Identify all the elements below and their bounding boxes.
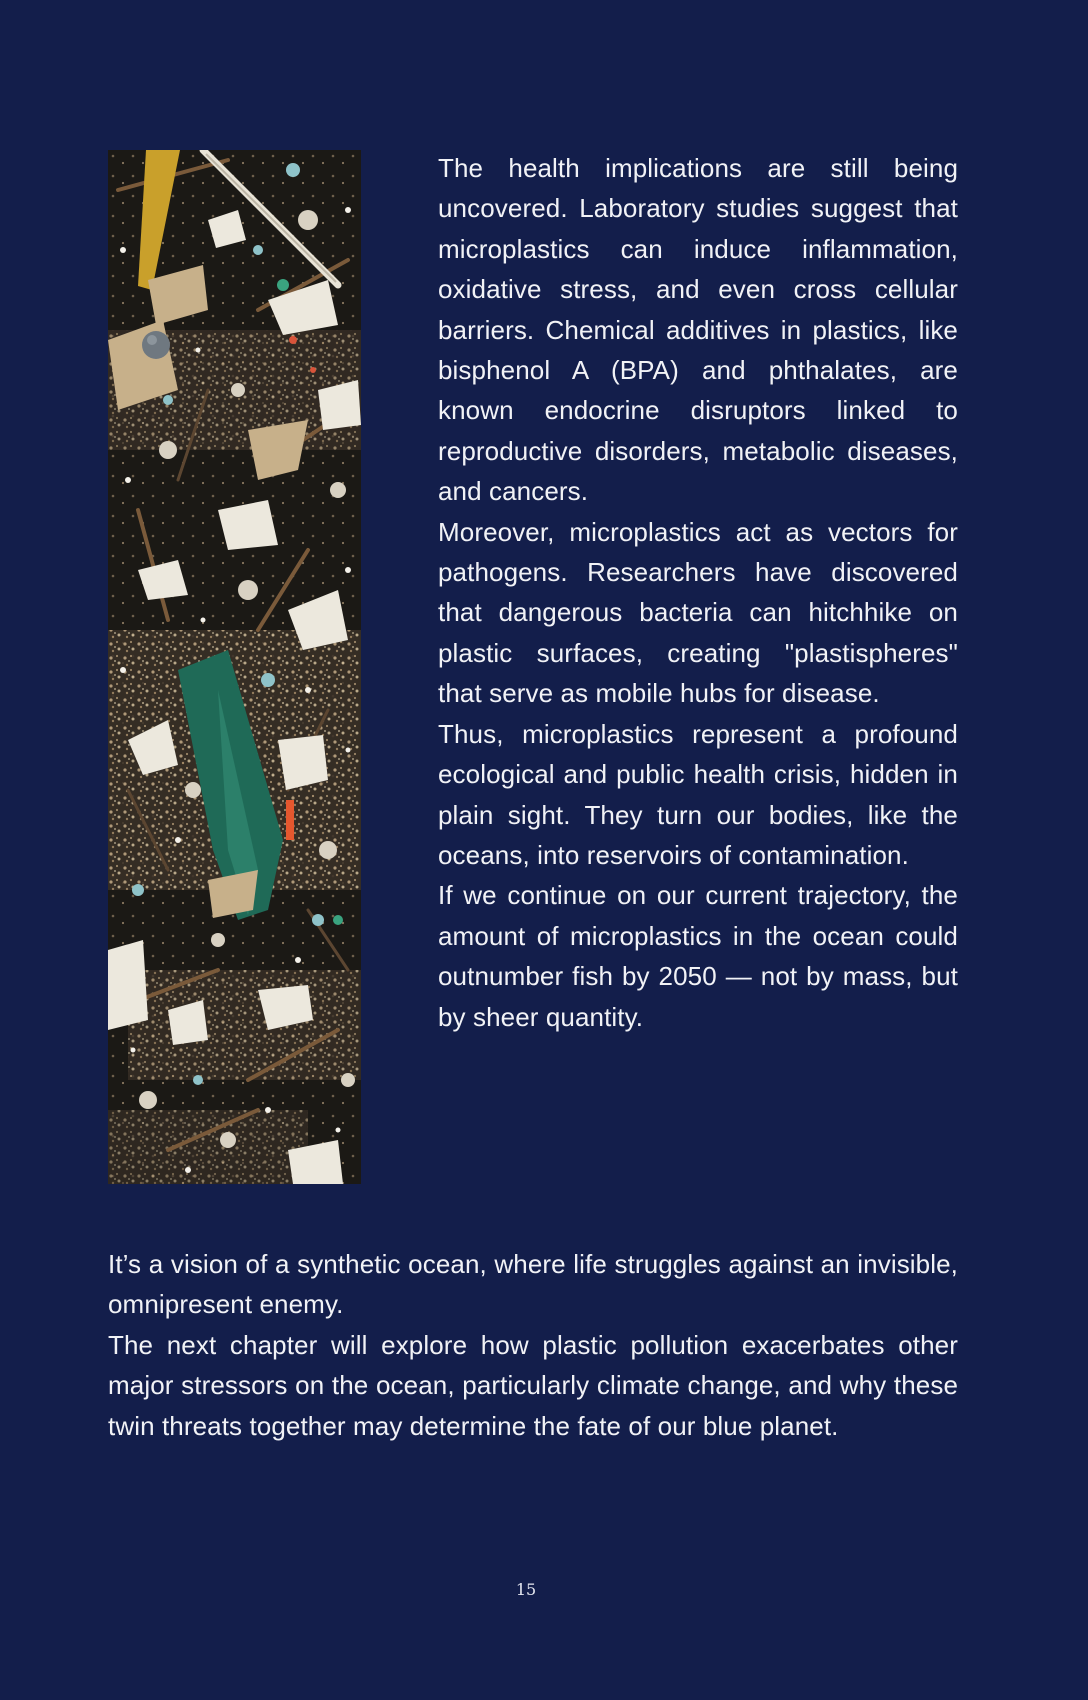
- paragraph-trajectory: If we continue on our current trajectory, the amount of microplastics in the ocean could outnumber fish by 2050 — not by mass, but by sheer quantity.: [438, 880, 958, 1032]
- microplastics-photo: [108, 150, 361, 1184]
- paragraph-pathogens: Moreover, microplastics act as vectors for pathogens. Researchers have discovered that dangerous bacteria can hitchhike on plastic surfaces, creating "plastispheres" that serve as mobile hubs for disease.: [438, 516, 958, 709]
- paragraph-public-health-crisis: Thus, microplastics represent a profound ecological and public health crisis, hidden in plain sight. They turn our bodies, like the oceans, into reservoirs of contamination.: [438, 718, 958, 870]
- paragraph-health-implications: The health implications are still being uncovered. Laboratory studies suggest that microplastics can induce inflammation, oxidative stress, and even cross cellular barriers. Chemical additives in plastics, like bisphenol A (BPA) and phthalates, are known endocrine disruptors linked to reproductive disorders, metabolic diseases, and cancers.: [438, 153, 958, 507]
- paragraph-next-chapter: The next chapter will explore how plastic pollution exacerbates other major stressors on the ocean, particularly climate change, and why these twin threats together may determine the fate of our blue planet.: [108, 1329, 958, 1441]
- microplastics-debris-illustration: [108, 150, 361, 1184]
- full-width-text: [108, 1244, 958, 1446]
- paragraph-synthetic-ocean: It’s a vision of a synthetic ocean, where life struggles against an invisible, omnipresent enemy.: [108, 1249, 958, 1320]
- column-text: [438, 148, 958, 1037]
- page-number: 15: [515, 1580, 537, 1599]
